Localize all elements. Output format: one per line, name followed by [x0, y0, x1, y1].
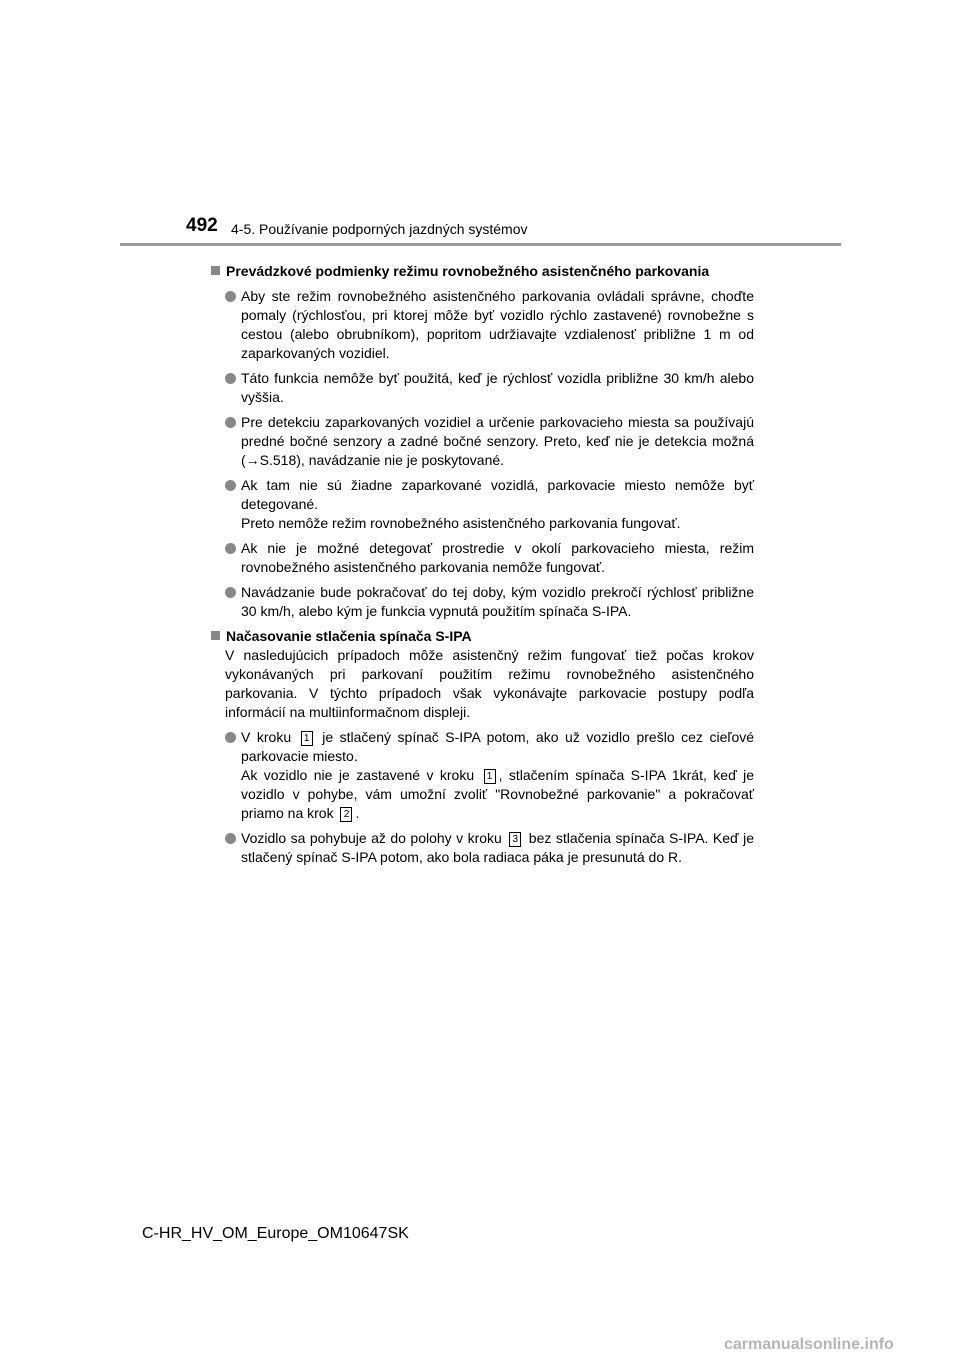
list-item-text: Táto funkcia nemôže byť použitá, keď je rýchlosť vozidla približne 30 km/h alebo vyššia.: [241, 370, 754, 405]
round-bullet-icon: [225, 373, 236, 384]
list-item: [210, 476, 754, 533]
heading-text: Prevádzkové podmienky režimu rovnobežného asistenčného parkovania: [226, 263, 710, 279]
list-item-text: [241, 476, 754, 533]
list-item-text: [241, 829, 754, 867]
list-item-text: Ak nie je možné detegovať prostredie v okolí parkovacieho miesta, režim rovnobežného asistenčného parkovania nemôže fungovať.: [241, 540, 754, 575]
intro-paragraph: V nasledujúcich prípadoch môže asistenčný režim fungovať tiež počas krokov vykonávaných pri parkovaní použitím režimu rovnobežného asistenčného parkovania. V týchto prípadoch však vykonávajte parkovacie postupy podľa informácií na multiinformačnom displeji.: [225, 647, 754, 720]
page-number: 492: [186, 215, 218, 236]
list-item: [210, 369, 754, 407]
heading-switch-timing: [210, 627, 754, 646]
list-item: [210, 829, 754, 867]
list-item-line: [241, 728, 754, 766]
text-run: bez stlačenia spínača S-IPA. Keď je stlačený spínač S-IPA potom, ako bola radiaca páka je presunutá do R.: [241, 830, 754, 865]
heading-operating-conditions: [210, 262, 754, 281]
footer-code: C-HR_HV_OM_Europe_OM10647SK: [142, 1225, 409, 1242]
text-run: je stlačený spínač S-IPA potom, ako už vozidlo prešlo cez cieľové parkovacie miesto.: [241, 729, 755, 764]
round-bullet-icon: [225, 291, 236, 302]
step-number-box: 1: [301, 731, 313, 746]
list-item: [210, 539, 754, 577]
step-number-box: 2: [340, 807, 352, 822]
list-item-text: Aby ste režim rovnobežného asistenčného parkovania ovládali správne, choďte pomaly (rýchlosťou, pri ktorej môže byť vozidlo rýchlo zastavené) rovnobežne s cestou (alebo obrubníkom), popritom udržiavajte vzdialenosť približne 1 m od zaparkovaných vozidiel.: [241, 288, 754, 361]
list-item: [210, 728, 754, 823]
list-item-line: [241, 766, 754, 823]
list-item-line: Preto nemôže režim rovnobežného asistenčného parkovania fungovať.: [241, 515, 681, 531]
step-number-box: 3: [509, 832, 521, 847]
list-item-line: Ak tam nie sú žiadne zaparkované vozidlá, parkovacie miesto nemôže byť detegované.: [241, 477, 754, 512]
header-rule: [120, 243, 841, 246]
step-number-box: 1: [484, 769, 496, 784]
section-title: 4-5. Používanie podporných jazdných systémov: [231, 221, 528, 237]
round-bullet-icon: [225, 833, 236, 844]
round-bullet-icon: [225, 543, 236, 554]
list-item-text: Navádzanie bude pokračovať do tej doby, kým vozidlo prekročí rýchlosť približne 30 km/h, alebo kým je funkcia vypnutá použitím spínača S-IPA.: [241, 584, 754, 619]
heading-text: Načasovanie stlačenia spínača S-IPA: [226, 628, 472, 644]
list-item: [210, 413, 754, 470]
text-run: Vozidlo sa pohybuje až do polohy v kroku: [241, 830, 502, 846]
round-bullet-icon: [225, 480, 236, 491]
list-item-text: [241, 728, 754, 823]
list-item: [210, 583, 754, 621]
list-item: [210, 287, 754, 363]
content: [210, 262, 754, 867]
round-bullet-icon: [225, 417, 236, 428]
text-run: V kroku: [241, 729, 292, 745]
text-run: .: [355, 805, 360, 821]
watermark: carmanualsonline.info: [724, 1336, 894, 1353]
text-run: , stlačením spínača S-IPA 1krát, keď je vozidlo v pohybe, vám umožní zvoliť "Rovnobežné parkovanie" a pokračovať priamo na krok: [241, 767, 755, 821]
list-item-text: Pre detekciu zaparkovaných vozidiel a určenie parkovacieho miesta sa používajú predné bočné senzory a zadné bočné senzory. Preto, keď nie je detekcia možná (→S.518), navádzanie nie je poskytované.: [241, 414, 754, 468]
square-bullet-icon: [211, 631, 220, 640]
square-bullet-icon: [211, 266, 220, 275]
round-bullet-icon: [225, 732, 236, 743]
round-bullet-icon: [225, 587, 236, 598]
text-run: Ak vozidlo nie je zastavené v kroku: [241, 767, 475, 783]
